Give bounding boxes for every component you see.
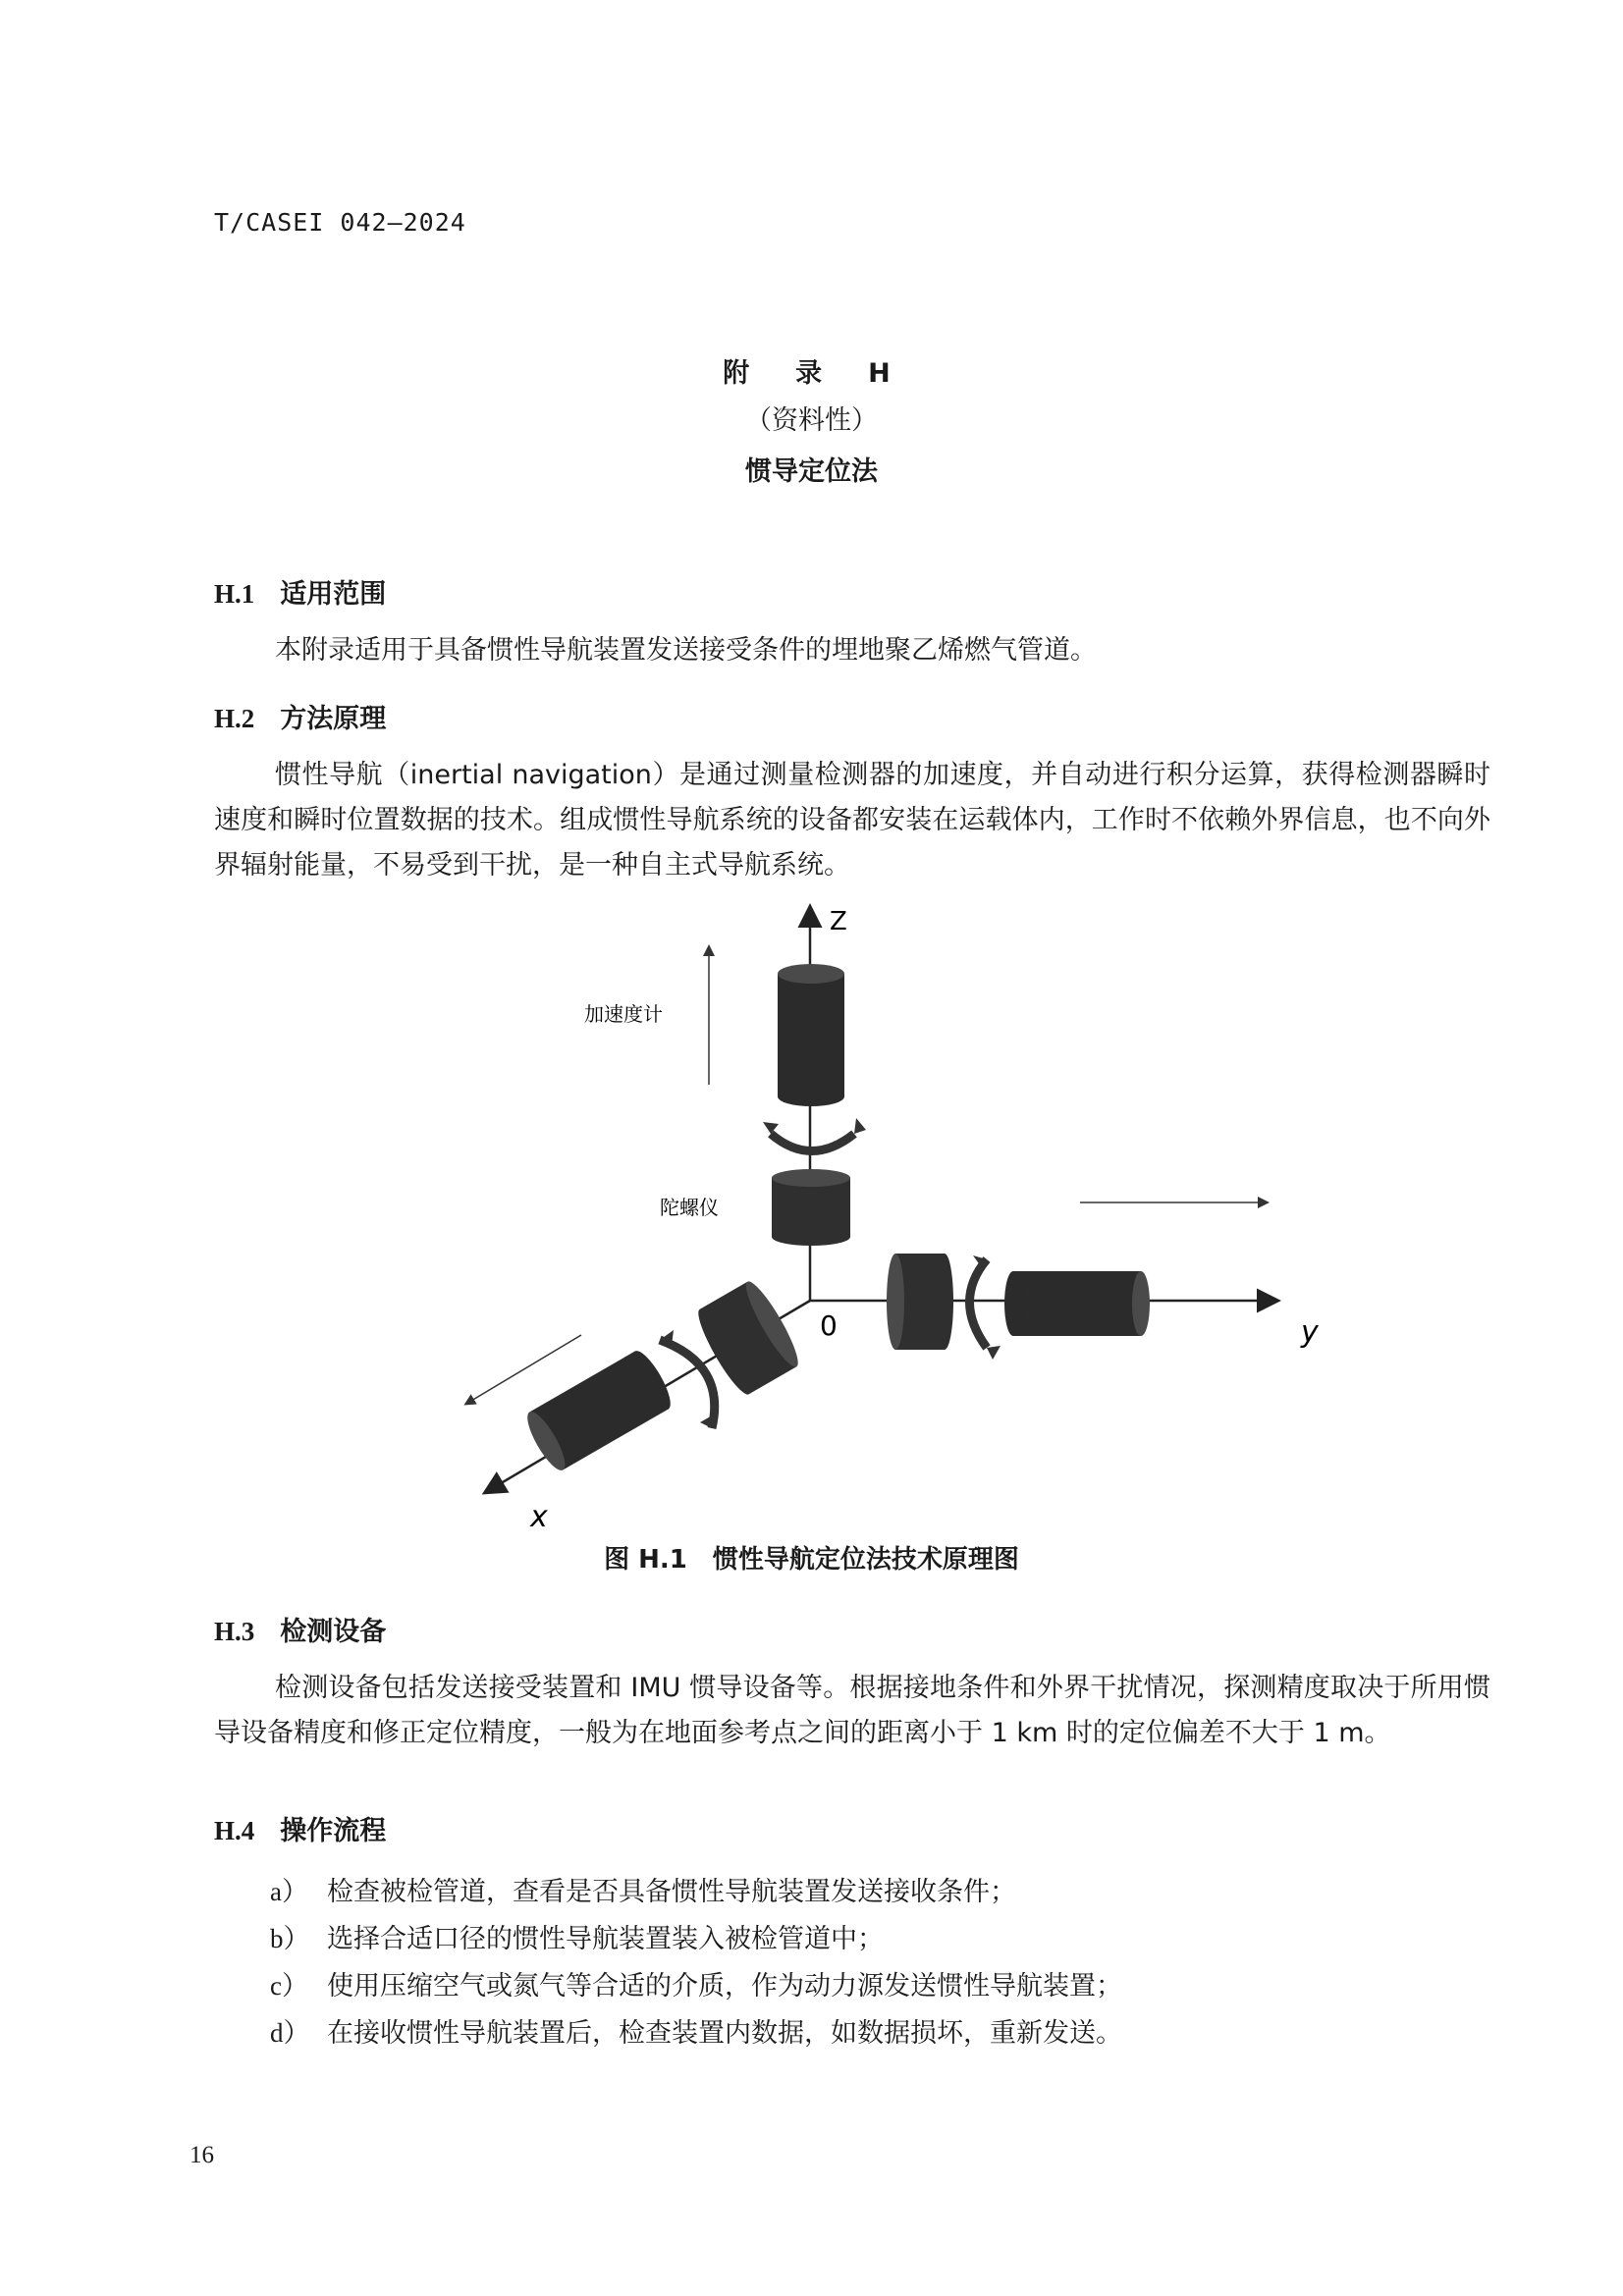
figure-caption: 图 H.1 惯性导航定位法技术原理图 bbox=[604, 1545, 1019, 1575]
section-paragraph: 本附录适用于具备惯性导航装置发送接受条件的埋地聚乙烯燃气管道。 bbox=[275, 635, 1097, 666]
list-item bbox=[270, 2011, 1122, 2050]
gyroscope-label: 陀螺仪 bbox=[660, 1196, 719, 1219]
z-rotation-arrow bbox=[771, 1134, 854, 1151]
section-title: 方法原理 bbox=[280, 704, 387, 734]
list-text: 检查被检管道，查看是否具备惯性导航装置发送接收条件； bbox=[327, 1877, 1016, 1907]
document-code: T/CASEI 042—2024 bbox=[214, 208, 466, 237]
section-title: 适用范围 bbox=[280, 579, 387, 610]
section-paragraph: 惯性导航（inertial navigation）是通过测量检测器的加速度，并自动进行积分运算，获得检测器瞬时速度和瞬时位置数据的技术。组成惯性导航系统的设备都安装在运载体内，工作时不依赖外界信息，也不向外界辐射能量，不易受到干扰，是一种自主式导航系统。 bbox=[214, 760, 1490, 881]
x-axis-label: x bbox=[530, 1500, 548, 1534]
y-rotation-arrow bbox=[970, 1259, 988, 1348]
section-heading-h1 bbox=[214, 572, 386, 611]
origin-label: 0 bbox=[820, 1309, 838, 1342]
y-accelerometer-cylinder bbox=[1004, 1271, 1150, 1336]
z-accelerometer-cylinder bbox=[778, 964, 844, 1106]
z-gyroscope-disc bbox=[772, 1169, 850, 1246]
section-number: H.4 bbox=[214, 1816, 255, 1845]
section-number: H.1 bbox=[214, 579, 255, 609]
x-accelerometer-cylinder bbox=[521, 1347, 677, 1475]
section-heading-h2 bbox=[214, 697, 386, 735]
inertial-navigation-diagram bbox=[432, 888, 1319, 1534]
section-paragraph: 检测设备包括发送接受装置和 IMU 惯导设备等。根据接地条件和外界干扰情况，探测精度取决于所用惯导设备精度和修正定位精度，一般为在地面参考点之间的距离小于 1 km 时的定位偏差不大于 1 m。 bbox=[214, 1673, 1490, 1748]
list-marker: b） bbox=[270, 1924, 310, 1953]
z-axis-label: Z bbox=[830, 907, 847, 936]
list-text: 选择合适口径的惯性导航装置装入被检管道中； bbox=[327, 1924, 884, 1954]
list-item bbox=[270, 1964, 1122, 2002]
section-title: 操作流程 bbox=[280, 1816, 387, 1846]
list-marker: d） bbox=[270, 2018, 310, 2048]
section-number: H.2 bbox=[214, 704, 255, 733]
section-heading-h3 bbox=[214, 1610, 386, 1648]
section-heading-h4 bbox=[214, 1809, 386, 1847]
y-axis-label: y bbox=[1301, 1315, 1319, 1350]
appendix-type: （资料性） bbox=[745, 405, 878, 436]
list-text: 使用压缩空气或氮气等合适的介质，作为动力源发送惯性导航装置； bbox=[327, 1971, 1122, 2002]
list-item bbox=[270, 1917, 884, 1955]
list-marker: c） bbox=[270, 1971, 308, 2001]
appendix-label: 附 录 H bbox=[723, 358, 900, 389]
page-number: 16 bbox=[189, 2142, 214, 2168]
list-item bbox=[270, 1870, 1016, 1908]
list-text: 在接收惯性导航装置后，检查装置内数据，如数据损坏，重新发送。 bbox=[327, 2018, 1122, 2049]
section-title: 检测设备 bbox=[280, 1617, 387, 1647]
appendix-title: 惯导定位法 bbox=[745, 456, 878, 487]
y-gyroscope-disc bbox=[887, 1254, 953, 1350]
section-number: H.3 bbox=[214, 1617, 255, 1646]
list-marker: a） bbox=[270, 1877, 308, 1906]
accelerometer-label: 加速度计 bbox=[584, 1002, 663, 1026]
